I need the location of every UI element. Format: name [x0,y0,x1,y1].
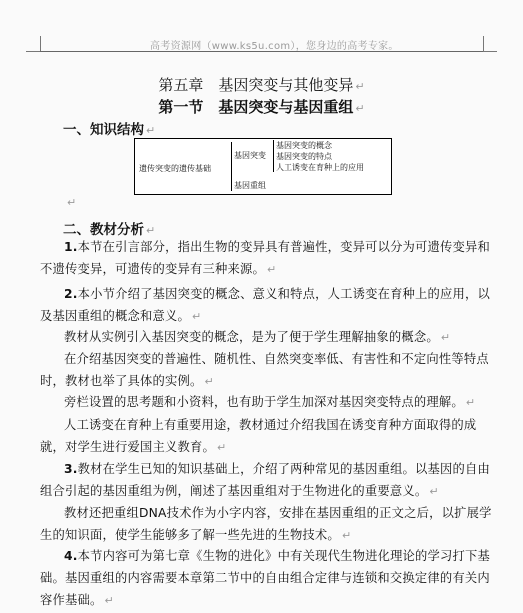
diagram-branch-mutation: 基因突变 [234,151,266,160]
analysis-paragraph-8: 教材还把重组DNA技术作为小字内容，安排在基因重组的正文之后，以扩展学生的知识面，使学生能够多了解一些先进的生物技术。 ↵ [40,506,492,543]
analysis-paragraph-2: 2.本小节介绍了基因突变的概念、意义和特点，人工诱变在育种上的应用，以及基因重组的概念和意义。 ↵ [40,287,491,324]
analysis-paragraph-7: 3.教材在学生已知的知识基础上，介绍了两种常见的基因重组。以基因的自由组合引起的基因重组为例，阐述了基因重组对于生物进化的重要意义。 ↵ [40,462,491,499]
knowledge-structure-heading: 一、知识结构 ↵ [63,122,156,138]
paragraph-mark: ↵ [67,196,77,209]
diagram-brace-root [231,142,232,191]
diagram-leaf-breeding: 人工诱变在育种上的应用 [276,163,364,172]
analysis-paragraph-3: 教材从实例引入基因突变的概念，是为了便于学生理解抽象的概念。 ↵ [64,330,451,344]
header-corner-right-h [483,51,497,52]
chapter-title: 第五章 基因突变与其他变异 ↵ [158,76,365,94]
analysis-heading: 二、教材分析 ↵ [63,222,156,238]
diagram-leaf-concept: 基因突变的概念 [276,141,332,150]
header-watermark: 高考资源网（www.ks5u.com），您身边的高考专家。 [150,41,399,52]
header-corner-left-h [26,51,40,52]
diagram-branch-recombination: 基因重组 [234,181,266,190]
header-corner-left-v [40,36,41,51]
analysis-paragraph-5: 旁栏设置的思考题和小资料，也有助于学生加深对基因突变特点的理解。 ↵ [64,395,476,409]
header-corner-right-v [483,36,484,51]
analysis-paragraph-9: 4.本节内容可为第七章《生物的进化》中有关现代生物进化理论的学习打下基础。基因重组的内容需要本章第二节中的自由组合定律与连锁和交换定律的有关内容作基础。 ↵ [40,549,491,608]
analysis-paragraph-4: 在介绍基因突变的普遍性、随机性、自然突变率低、有害性和不定向性等特点时，教材也举了具体的实例。 ↵ [40,352,489,389]
diagram-root: 遗传突变的遗传基础 [139,164,211,173]
analysis-paragraph-6: 人工诱变在育种上有重要用途，教材通过介绍我国在诱变育种方面取得的成就，对学生进行爱国主义教育。 ↵ [40,418,477,455]
diagram-brace-mutation [273,140,274,172]
analysis-paragraph-1: 1.本节在引言部分，指出生物的变异具有普遍性，变异可以分为可遗传变异和不遗传变异，可遗传的变异有三种来源。 ↵ [40,240,491,277]
section-title: 第一节 基因突变与基因重组 ↵ [158,98,365,116]
diagram-leaf-features: 基因突变的特点 [276,152,332,161]
knowledge-structure-diagram [134,138,392,195]
